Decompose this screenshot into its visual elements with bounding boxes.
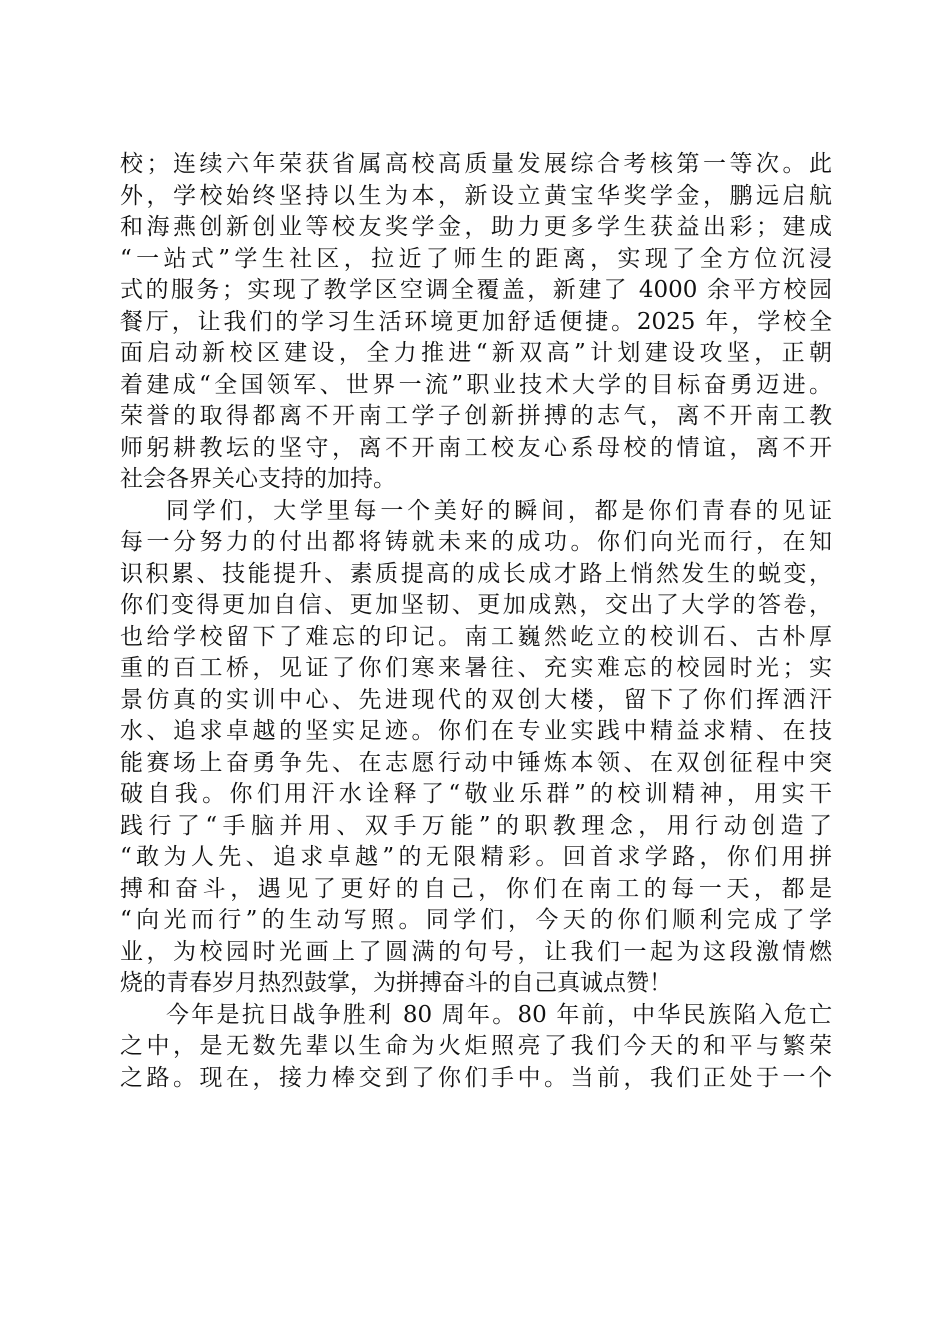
text-line: 荣誉的取得都离不开南工学子创新拼搏的志气，离不开南工教 [120, 403, 832, 429]
text-line: 之中，是无数先辈以生命为火炬照亮了我们今天的和平与繁荣 [120, 1033, 832, 1059]
text-line: 师躬耕教坛的坚守，离不开南工校友心系母校的情谊，离不开 [120, 434, 832, 461]
text-line: 烧的青春岁月热烈鼓掌，为拼搏奋斗的自己真诚点赞！ [120, 970, 672, 996]
text-line: 也给学校留下了难忘的印记。南工巍然屹立的校训石、古朴厚 [120, 623, 832, 650]
text-line: 校；连续六年荣获省属高校高质量发展综合考核第一等次。此 [120, 151, 832, 177]
text-line: “向光而行”的生动写照。同学们，今天的你们顺利完成了学 [120, 907, 832, 933]
text-line: 你们变得更加自信、更加坚韧、更加成熟，交出了大学的答卷， [120, 592, 832, 618]
text-line: 之路。现在，接力棒交到了你们手中。当前，我们正处于一个 [120, 1064, 832, 1091]
text-line: 每一分努力的付出都将铸就未来的成功。你们向光而行，在知 [120, 529, 832, 555]
text-line: 水、追求卓越的坚实足迹。你们在专业实践中精益求精、在技 [120, 718, 832, 744]
text-line: 能赛场上奋勇争先、在志愿行动中锤炼本领、在双创征程中突 [120, 749, 832, 776]
body-text [120, 149, 832, 1094]
text-line: 式的服务；实现了教学区空调全覆盖，新建了 4000 余平方校园 [120, 277, 832, 303]
text-line: 搏和奋斗，遇见了更好的自己，你们在南工的每一天，都是 [120, 875, 832, 902]
text-line: 和海燕创新创业等校友奖学金，助力更多学生获益出彩；建成 [120, 214, 832, 240]
text-line: 识积累、技能提升、素质提高的成长成才路上悄然发生的蜕变， [120, 560, 832, 587]
text-line: “敢为人先、追求卓越”的无限精彩。回首求学路，你们用拼 [120, 844, 832, 870]
text-line: 重的百工桥，见证了你们寒来暑往、充实难忘的校园时光；实 [120, 655, 832, 681]
text-line: 社会各界关心支持的加持。 [120, 466, 396, 492]
text-line: 景仿真的实训中心、先进现代的双创大楼，留下了你们挥洒汗 [120, 686, 832, 713]
text-line: 外，学校始终坚持以生为本，新设立黄宝华奖学金，鹏远启航 [120, 182, 832, 209]
text-line: “一站式”学生社区，拉近了师生的距离，实现了全方位沉浸 [120, 245, 832, 272]
text-line: 业，为校园时光画上了圆满的句号，让我们一起为这段激情燃 [120, 938, 832, 965]
text-line: 面启动新校区建设，全力推进“新双高”计划建设攻坚，正朝 [120, 340, 832, 366]
text-line: 着建成“全国领军、世界一流”职业技术大学的目标奋勇迈进。 [120, 371, 832, 398]
text-line: 餐厅，让我们的学习生活环境更加舒适便捷。2025 年，学校全 [120, 308, 832, 335]
text-line: 同学们，大学里每一个美好的瞬间，都是你们青春的见证 [166, 497, 832, 524]
text-line: 破自我。你们用汗水诠释了“敬业乐群”的校训精神，用实干 [120, 781, 832, 807]
text-line: 践行了“手脑并用、双手万能”的职教理念，用行动创造了 [120, 812, 832, 839]
text-line: 今年是抗日战争胜利 80 周年。80 年前，中华民族陷入危亡 [166, 1001, 832, 1028]
